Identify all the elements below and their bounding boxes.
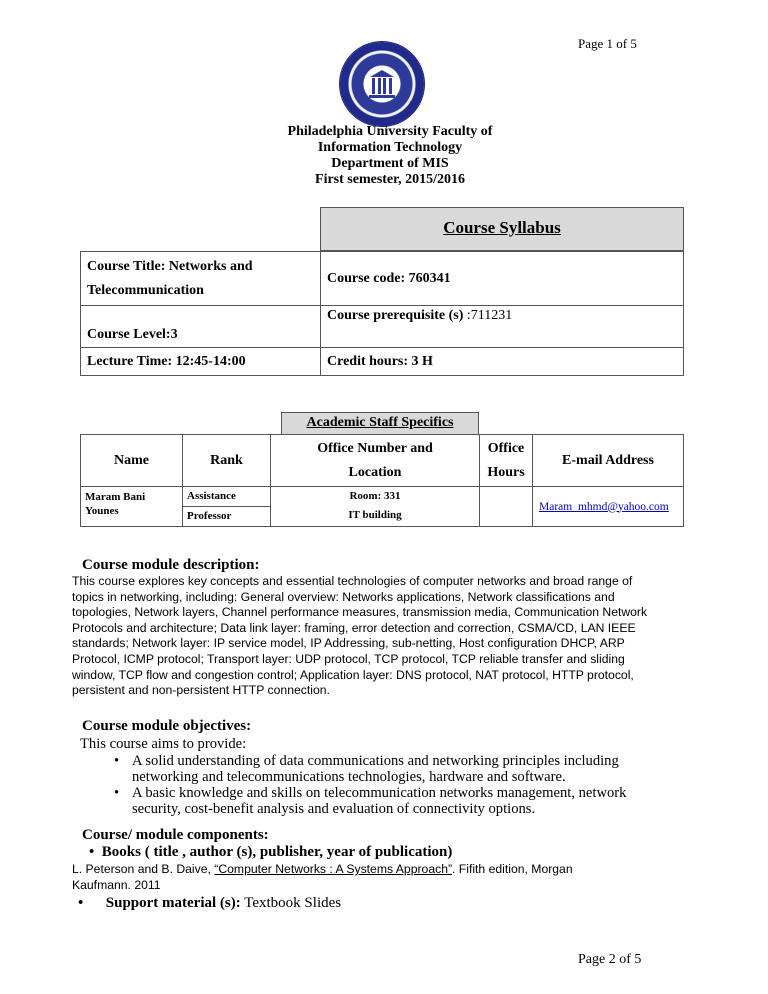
bullet-icon: • bbox=[78, 895, 106, 911]
header-office-line1: Office Number and bbox=[317, 440, 433, 456]
credit-hours: Credit hours: 3 H bbox=[327, 353, 433, 369]
header-name: Name bbox=[81, 435, 183, 487]
header-line-university: Philadelphia University Faculty of bbox=[287, 124, 493, 139]
support-material-value: Textbook Slides bbox=[240, 895, 342, 911]
course-title-line2: Telecommunication bbox=[87, 283, 204, 298]
bullet-icon: • bbox=[114, 785, 120, 801]
table-row bbox=[81, 487, 684, 527]
book-publisher: Kaufmann. 2011 bbox=[72, 877, 161, 892]
academic-staff-title-box bbox=[281, 412, 479, 434]
course-info-table bbox=[80, 251, 684, 376]
description-line: Protocols and architecture; Data link layer: framing, error detection and correction, CSMA/CD, LAN IEEE bbox=[72, 620, 636, 635]
description-line: window, TCP flow and congestion control; Application layer: DNS protocol, NAT protocol, HTTP protocol, bbox=[72, 667, 634, 682]
page-number-top: Page 1 of 5 bbox=[578, 36, 637, 51]
list-item bbox=[114, 785, 684, 817]
header-office-hours bbox=[480, 435, 533, 487]
objectives-heading: Course module objectives: bbox=[82, 718, 252, 734]
course-code-cell bbox=[321, 252, 684, 306]
objectives-list bbox=[114, 753, 684, 817]
description-line: Protocol, ICMP protocol; Transport layer: UDP protocol, TCP protocol, TCP reliable transfer and sliding bbox=[72, 651, 625, 666]
support-material-row bbox=[78, 895, 341, 912]
course-syllabus-title-box bbox=[320, 207, 684, 251]
objective-line: A basic knowledge and skills on telecommunication networks management, network bbox=[132, 785, 627, 801]
header-rank: Rank bbox=[183, 435, 271, 487]
building-icon bbox=[368, 68, 396, 100]
description-line: This course explores key concepts and essential technologies of computer networks and broad range of bbox=[72, 574, 633, 588]
university-seal-logo bbox=[340, 42, 424, 126]
course-prereq-label: Course prerequisite (s) bbox=[327, 308, 464, 323]
description-paragraph bbox=[72, 574, 712, 699]
course-level-cell bbox=[81, 306, 321, 348]
page-number-bottom: Page 2 of 5 bbox=[578, 952, 642, 967]
book-authors: L. Peterson and B. Daive, bbox=[72, 862, 215, 876]
staff-name-cell bbox=[81, 487, 183, 527]
book-title: “Computer Networks : A Systems Approach” bbox=[214, 862, 453, 876]
list-item bbox=[114, 753, 684, 785]
components-heading: Course/ module components: bbox=[82, 827, 269, 843]
books-heading: Books ( title , author (s), publisher, year of publication) bbox=[101, 844, 453, 860]
staff-rank-line2: Professor bbox=[187, 510, 232, 522]
staff-rank-line1: Assistance bbox=[183, 487, 270, 507]
description-line: persistent and non-persistent HTTP connection. bbox=[72, 683, 330, 698]
header-line-department: Department of MIS bbox=[331, 156, 449, 171]
staff-rank-cell bbox=[183, 487, 271, 527]
bullet-icon: • bbox=[89, 844, 102, 860]
course-level: Course Level:3 bbox=[87, 327, 178, 342]
lecture-time: Lecture Time: 12:45-14:00 bbox=[87, 353, 246, 369]
staff-hours-cell bbox=[480, 487, 533, 527]
course-prereq-value: :711231 bbox=[463, 308, 513, 323]
staff-name-line2: Younes bbox=[85, 505, 119, 517]
description-line: standards; Network layer: IP service model, IP Addressing, sub-netting, Host configuration DHCP, ARP bbox=[72, 636, 625, 651]
academic-staff-table bbox=[80, 434, 684, 527]
academic-staff-title: Academic Staff Specifics bbox=[306, 415, 454, 430]
header-hours-line2: Hours bbox=[487, 464, 525, 480]
objective-line: networking and telecommunications technologies, hardware and software. bbox=[132, 769, 566, 785]
objective-line: A solid understanding of data communications and networking principles including bbox=[132, 753, 619, 769]
header-line-faculty: Information Technology bbox=[317, 140, 463, 155]
description-line: topologies, Network layers, Channel performance measures, transmission media, Communication Network bbox=[72, 605, 648, 620]
staff-name-line1: Maram Bani bbox=[85, 491, 146, 503]
objectives-intro: This course aims to provide: bbox=[80, 736, 247, 752]
staff-office-line2: IT building bbox=[348, 509, 402, 521]
credit-hours-cell bbox=[321, 348, 684, 376]
description-heading: Course module description: bbox=[82, 557, 260, 573]
header-line-semester: First semester, 2015/2016 bbox=[315, 172, 465, 187]
header-email: E-mail Address bbox=[533, 435, 684, 487]
institution-header bbox=[230, 124, 550, 188]
staff-email-link[interactable]: Maram_mhmd@yahoo.com bbox=[539, 500, 669, 513]
course-prereq-cell bbox=[321, 306, 684, 348]
bullet-icon: • bbox=[114, 753, 120, 769]
course-title-line1: Course Title: Networks and bbox=[87, 259, 253, 274]
staff-office-line1: Room: 331 bbox=[349, 490, 401, 502]
course-code: Course code: 760341 bbox=[327, 270, 451, 286]
book-reference bbox=[72, 862, 712, 893]
description-line: topics in networking, including: General overview: Networks applications, Network classifications and bbox=[72, 589, 615, 604]
course-syllabus-title: Course Syllabus bbox=[443, 218, 561, 237]
objective-line: security, cost-benefit analysis and evaluation of connectivity options. bbox=[132, 801, 536, 817]
staff-email-cell bbox=[533, 487, 684, 527]
book-edition: . Fifith edition, Morgan bbox=[452, 862, 573, 876]
header-hours-line1: Office bbox=[487, 440, 525, 456]
course-title-cell bbox=[81, 252, 321, 306]
books-heading-row bbox=[89, 844, 452, 861]
staff-office-cell bbox=[271, 487, 480, 527]
header-office-location bbox=[271, 435, 480, 487]
support-material-label: Support material (s): bbox=[105, 895, 241, 911]
header-office-line2: Location bbox=[348, 464, 402, 480]
lecture-time-cell bbox=[81, 348, 321, 376]
